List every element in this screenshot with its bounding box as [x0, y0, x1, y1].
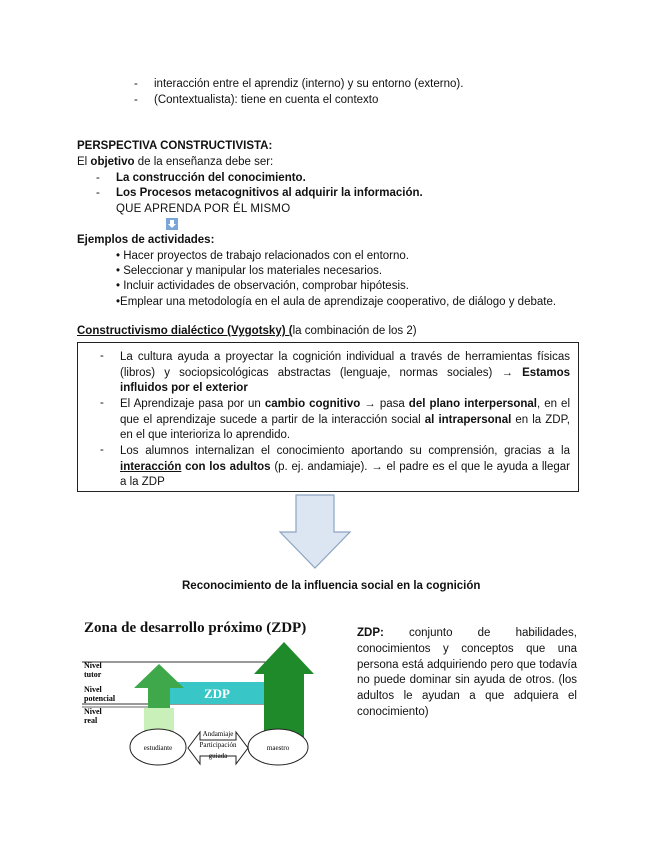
p2-f: al intrapersonal [424, 413, 512, 426]
ejemplo-item-1: • Hacer proyectos de trabajo relacionados con el entorno. [116, 250, 409, 262]
box-paragraph-2 [120, 397, 570, 444]
ejemplo-item-2: • Seleccionar y manipular los materiales necesarios. [116, 265, 383, 277]
zdp-text: conjunto de habilidades, conocimientos y conceptos que una persona está adquiriendo pero que todavía no puede dominar sin ayuda de otros. (los adultos le ayudan a que adquiera el conocimiento) [357, 627, 577, 718]
zdp-definition [357, 626, 577, 721]
caps-line: QUE APRENDA POR ÉL MISMO [116, 203, 291, 215]
p3-a: Los alumnos internalizan el conocimiento aportando su comprensión, gracias a la [120, 445, 570, 457]
nivel-tutor-1: Nivel [84, 661, 102, 670]
dash-marker: - [100, 350, 104, 362]
top-bullet-1: interacción entre el aprendiz (interno) y su entorno (externo). [154, 78, 464, 90]
dialectico-box [77, 342, 579, 492]
zdp-diagram [78, 612, 340, 782]
perspectiva-heading: PERSPECTIVA CONSTRUCTIVISTA: [77, 140, 273, 152]
objetivo-line [77, 156, 273, 168]
p3-d: (p. ej. andamiaje). → el padre es el que le ayuda a llegar a la ZDP [120, 460, 570, 488]
ejemplos-heading: Ejemplos de actividades: [77, 234, 215, 246]
nivel-potencial-2: potencial [84, 694, 116, 703]
p2-a: El Aprendizaje pasa por un [120, 398, 265, 410]
nivel-real-1: Nivel [84, 707, 102, 716]
dialectico-heading-rest: la combinación de los 2) [292, 325, 417, 337]
zdp-band-label: ZDP [204, 686, 230, 701]
p2-c: → pasa [360, 398, 409, 410]
ejemplo-item-3: • Incluir actividades de observación, comprobar hipótesis. [116, 280, 409, 292]
top-bullet-2: (Contextualista): tiene en cuenta el contexto [154, 94, 379, 106]
maestro-label: maestro [266, 744, 290, 752]
down-arrow-icon [166, 218, 178, 230]
dialectico-heading-line [77, 325, 417, 337]
objetivo-bold: objetivo [90, 156, 135, 168]
dash-marker: - [100, 397, 104, 409]
andamiaje-2: Participación [199, 741, 237, 749]
ejemplo-item-4: •Emplear una metodología en el aula de aprendizaje cooperativo, de diálogo y debate. [116, 296, 557, 308]
box-paragraph-1 [120, 350, 570, 397]
p1-bold: Estamos influidos por el exterior [120, 366, 570, 394]
dialectico-heading: Constructivismo dialéctico (Vygotsky) ( [77, 325, 293, 337]
reconocimiento-heading: Reconocimiento de la influencia social en la cognición [182, 580, 481, 592]
box-paragraph-3 [120, 444, 570, 491]
big-down-arrow-icon [278, 494, 352, 570]
estudiante-label: estudiante [143, 744, 173, 752]
p2-e: , en el que el aprendizaje sucede a partir de la interacción social [120, 398, 571, 426]
andamiaje-3: guiada [208, 752, 228, 760]
goal-2: Los Procesos metacognitivos al adquirir la información. [116, 187, 423, 199]
nivel-real-2: real [84, 716, 98, 725]
dash-marker: - [134, 78, 138, 90]
p3-b: interacción [120, 460, 182, 473]
dash-marker: - [96, 187, 100, 199]
objetivo-pre: El [77, 156, 91, 168]
dash-marker: - [100, 444, 104, 456]
zdp-term: ZDP: [357, 627, 384, 639]
dash-marker: - [96, 172, 100, 184]
nivel-tutor-2: tutor [84, 670, 102, 679]
p2-b: cambio cognitivo [264, 398, 361, 410]
andamiaje-1: Andamiaje [202, 730, 234, 738]
p1-text: La cultura ayuda a proyectar la cognición individual a través de herramientas físicas (libros) y sociopsicológicas abstractas (lenguaje, normas sociales) → [120, 351, 570, 379]
objetivo-post: de la enseñanza debe ser: [134, 156, 274, 168]
p2-d: del plano interpersonal [408, 398, 537, 410]
diagram-title: Zona de desarrollo próximo (ZDP) [84, 620, 307, 636]
nivel-potencial-1: Nivel [84, 685, 102, 694]
p2-g: en la ZDP, en el que interioriza lo aprendido. [120, 413, 570, 441]
goal-1: La construcción del conocimiento. [116, 172, 306, 184]
p3-c: con los adultos [181, 460, 271, 473]
dash-marker: - [134, 94, 138, 106]
